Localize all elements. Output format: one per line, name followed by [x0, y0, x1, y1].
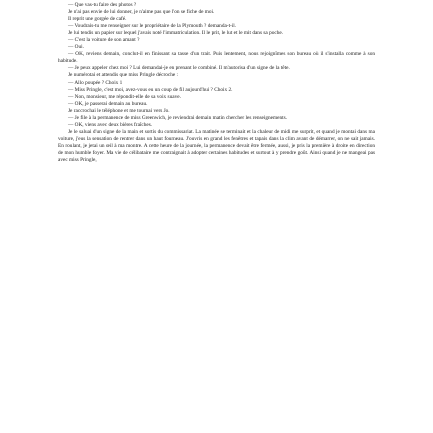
paragraph-14: — OK, je passerai demain au bureau.	[68, 100, 148, 107]
paragraph-17: — OK, viens avec deux bières fraîches.	[68, 121, 153, 128]
paragraph-7: — Oui.	[68, 44, 84, 51]
paragraph-9: — Je peux appeler chez moi ? Lui demandai-je en prenant le combiné. Il m'autorisa d'un signe de la tête.	[68, 65, 290, 72]
paragraph-16: — Je file à la permanence de miss Greenwich, je reviendrai demain matin chercher les renseignements.	[68, 114, 287, 121]
paragraph-5: Je lui tendis un papier sur lequel j'avais noté l'immatriculation. Il le prit, le lut et le mit dans sa poche.	[68, 30, 284, 37]
paragraph-6: — C'est la voiture de son amant ?	[68, 37, 140, 44]
paragraph-11: — Allo poupée ? Choix 1	[68, 79, 123, 86]
paragraph-13: — Non, monsieur, me répondit-elle de sa voix suave.	[68, 93, 181, 100]
paragraph-3: Il reprit une gorgée de café.	[68, 16, 127, 23]
paragraph-10: Je numérotai et attendis que miss Pringle décroche :	[68, 72, 179, 79]
paragraph-15: Je raccrochai le téléphone et me tournai vers Jo.	[68, 107, 170, 114]
paragraph-12: — Miss Pringle, c'est moi, avez-vous eu un coup de fil aujourd'hui ? Choix 2.	[68, 86, 233, 93]
paragraph-2: Je n'ai pas envie de lui donner, je n'aime pas que l'on se fiche de moi.	[68, 9, 215, 16]
paragraph-4: — Voudrais-tu me renseigner sur le propriétaire de la Plymouth ? demanda-t-il.	[68, 23, 237, 30]
paragraph-1: — Que vas-tu faire des photos ?	[68, 2, 137, 8]
paragraph-8: — OK, reviens demain, conclut-il en finissant sa tasse d'un trait. Puis lentement, nous rejoignîmes son bureau où il s'installa comme à son habitude.	[58, 51, 375, 65]
paragraph-18: Je le saluai d'un signe de la main et sortis du commissariat. La matinée se terminait et la chaleur de midi me surprit, et quand je montai dans ma voiture, j'eus la sensation de rentrer dans un haut fourneau. J'ouvris en grand les fenêtres et tapais dans la clim avant de démarrer, on ne sait jamais. En roulant, je jetai un œil à ma montre. A cette heure de la journée, la permanence devait être fermée, aussi, je pris la première à droite en direction de mon humble foyer. Ma vie de célibataire me contraignait à adopter certaines habitudes et surtout à y prendre goût. Ainsi quand je ne mangeai pas avec miss Pringle,	[58, 128, 375, 164]
